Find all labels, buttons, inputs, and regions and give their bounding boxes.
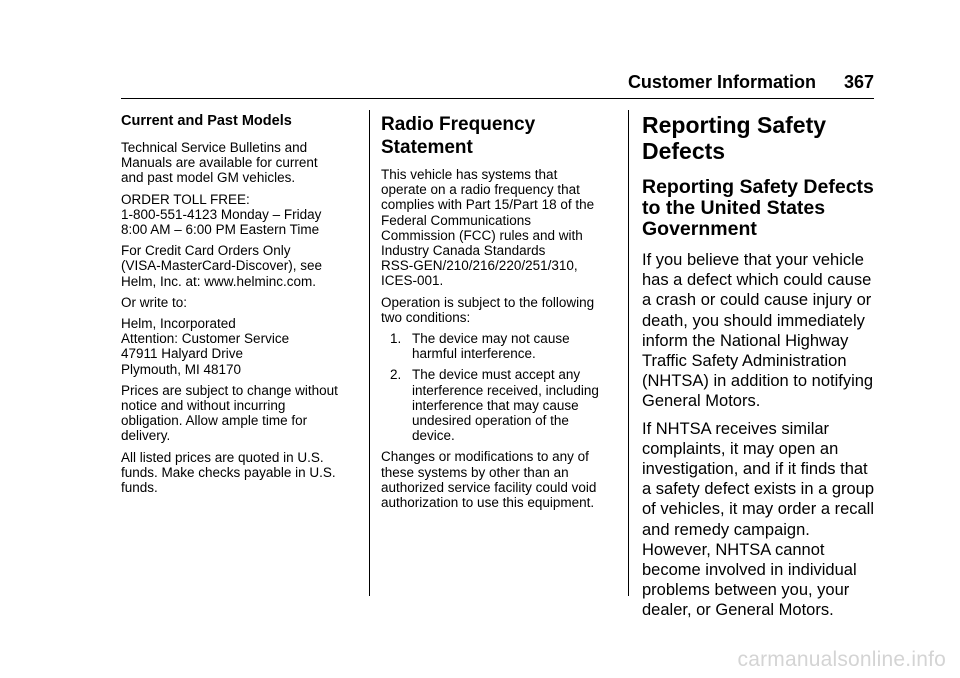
watermark-text: carmanualsonline.info	[737, 648, 946, 671]
heading-current-past-models: Current and Past Models	[121, 113, 292, 129]
paragraph-changes-modifications: Changes or modifications to any of these systems by other than an authorized service facility could void authorization to use this equipment.	[381, 449, 597, 511]
paragraph-order-toll-free: ORDER TOLL FREE: 1-800-551-4123 Monday – Friday 8:00 AM – 6:00 PM Eastern Time	[121, 191, 322, 238]
paragraph-address: Helm, Incorporated Attention: Customer Service 47911 Halyard Drive Plymouth, MI 48170	[121, 316, 290, 377]
column-current-past-models	[121, 108, 355, 501]
paragraph-radio-intro: This vehicle has systems that operate on a radio frequency that complies with Part 15/Part 18 of the Federal Communications Commission (FCC) rules and with Industry Canada Standards RSS-GEN/210/216/220/251/310, ICES-001.	[381, 167, 595, 289]
column-radio-frequency	[381, 108, 615, 516]
paragraph-nhtsa-complaints: If NHTSA receives similar complaints, it may open an investigation, and if it finds that a safety defect exists in a group of vehicles, it may order a recall and remedy campaign. However, NHTSA cannot become involved in individual problems between you, your dealer, or General Motors.	[642, 419, 875, 620]
paragraph-credit-card: For Credit Card Orders Only (VISA-MasterCard-Discover), see Helm, Inc. at: www.helminc.com.	[121, 243, 323, 289]
column-divider-1	[369, 110, 370, 596]
paragraph-believe-defect: If you believe that your vehicle has a defect which could cause a crash or could cause injury or death, you should immediately inform the National Highway Traffic Safety Administration (NHTSA) in addition to notifying General Motors.	[642, 251, 874, 411]
column-reporting-safety	[642, 108, 874, 628]
conditions-list	[381, 331, 615, 443]
heading-radio-frequency: Radio Frequency Statement	[381, 114, 536, 158]
list-item: 2. The device must accept any interference received, including interference that may cause undesired operation of the device.	[390, 367, 599, 444]
paragraph-conditions-intro: Operation is subject to the following two conditions:	[381, 294, 595, 325]
list-item: 1. The device may not cause harmful interference.	[390, 331, 570, 362]
paragraph-bulletins: Technical Service Bulletins and Manuals are available for current and past model GM vehicles.	[121, 140, 318, 186]
paragraph-prices-quoted: All listed prices are quoted in U.S. funds. Make checks payable in U.S. funds.	[121, 449, 336, 496]
paragraph-prices-subject: Prices are subject to change without notice and without incurring obligation. Allow ample time for delivery.	[121, 382, 338, 444]
paragraph-write-to: Or write to:	[121, 294, 188, 310]
section-title: Customer Information	[627, 72, 816, 92]
subheading-us-government: Reporting Safety Defects to the United States Government	[642, 176, 874, 240]
column-divider-2	[628, 110, 629, 596]
page-number: 367	[843, 72, 874, 92]
header-divider	[121, 98, 874, 99]
page-header	[628, 71, 874, 93]
heading-reporting-safety-defects: Reporting Safety Defects	[642, 112, 827, 164]
